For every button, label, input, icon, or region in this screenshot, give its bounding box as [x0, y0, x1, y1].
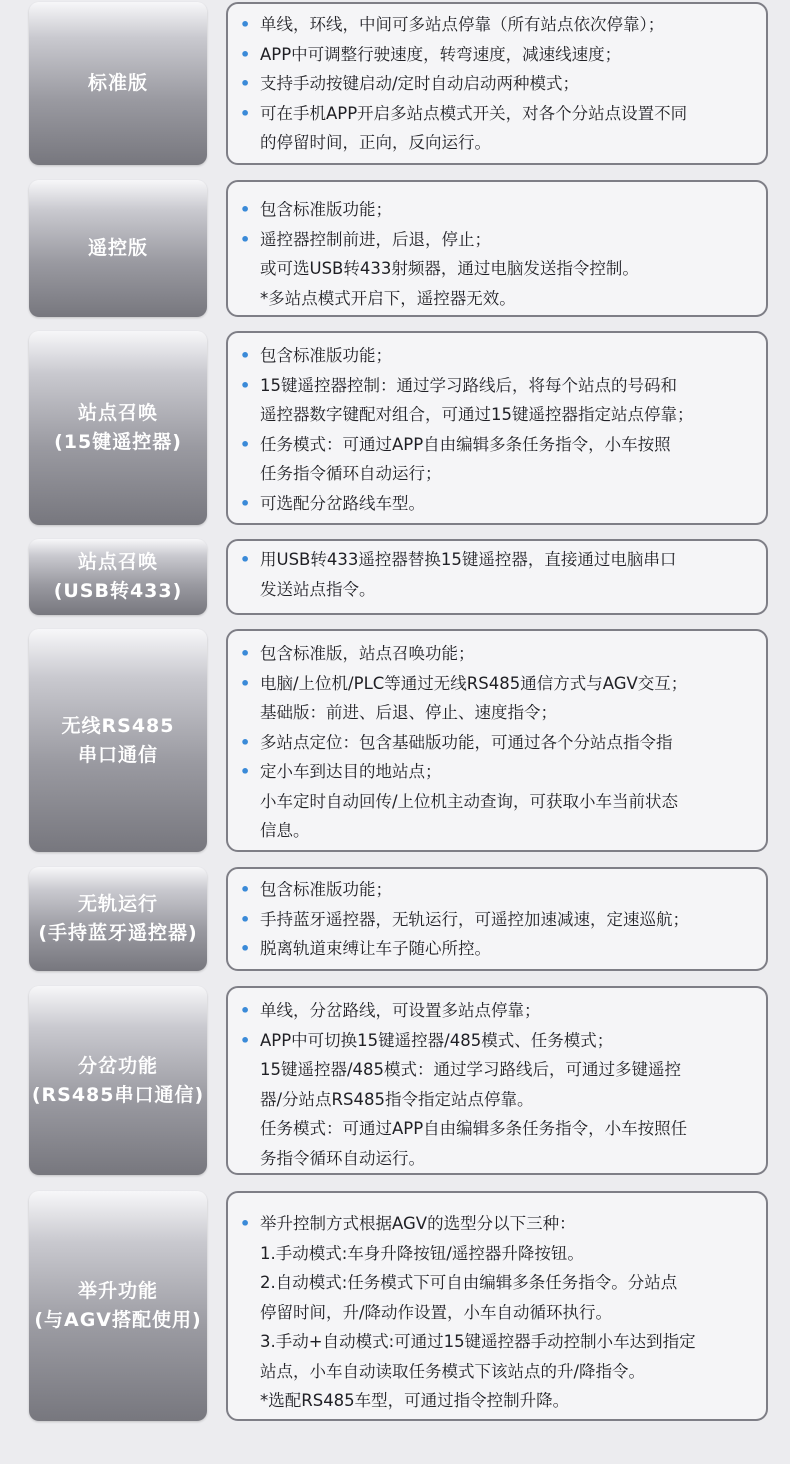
feature-label — [29, 2, 207, 165]
description-text: 停留时间，升/降动作设置，小车自动循环执行。 — [260, 1302, 613, 1322]
description-line — [238, 1085, 758, 1115]
description-text: 脱离轨道束缚让车子随心所控。 — [260, 939, 491, 958]
bullet-dot-icon: • — [240, 939, 251, 958]
feature-label-line: 无线RS485 — [61, 714, 175, 737]
description-line — [238, 875, 758, 905]
feature-description — [226, 2, 768, 165]
bullet-dot-icon: • — [240, 880, 251, 899]
description-text: 手持蓝牙遥控器，无轨运行，可遥控加速减速，定速巡航； — [260, 909, 689, 929]
description-line — [238, 69, 758, 99]
description-line — [238, 400, 758, 430]
description-text: APP中可切换15键遥控器/485模式、任务模式； — [260, 1030, 614, 1050]
description-line — [238, 1298, 758, 1328]
feature-label-line: 串口通信 — [77, 743, 158, 766]
description-text: 任务模式：可通过APP自由编辑多条任务指令，小车按照任 — [260, 1119, 688, 1138]
feature-label — [29, 539, 207, 615]
feature-label-line: 站点召唤 — [77, 551, 158, 573]
description-text: *多站点模式开启下，遥控器无效。 — [260, 288, 516, 308]
description-text: 站点，小车自动读取任务模式下该站点的升/降指令。 — [260, 1361, 646, 1381]
description-line — [238, 728, 758, 758]
feature-label-line: 分岔功能 — [77, 1054, 158, 1077]
description-text: 举升控制方式根据AGV的选型分以下三种： — [260, 1214, 576, 1233]
feature-label — [29, 629, 207, 852]
bullet-dot-icon: • — [240, 200, 251, 219]
bullet-dot-icon: • — [240, 644, 251, 663]
description-text: 器/分站点RS485指令指定站点停靠。 — [260, 1089, 534, 1109]
feature-label — [29, 331, 207, 525]
feature-description — [226, 629, 768, 852]
feature-description — [226, 1191, 768, 1421]
bullet-dot-icon: • — [240, 229, 251, 249]
bullet-dot-icon: • — [240, 1001, 251, 1020]
description-line — [238, 639, 758, 669]
feature-description — [226, 539, 768, 615]
description-text: 小车定时自动回传/上位机主动查询，可获取小车当前状态 — [260, 791, 679, 811]
feature-label-line: (与AGV搭配使用) — [34, 1309, 202, 1331]
feature-label-line: (手持蓝牙遥控器) — [38, 922, 198, 944]
bullet-dot-icon: • — [240, 103, 251, 123]
description-line — [238, 996, 758, 1026]
bullet-dot-icon: • — [240, 732, 251, 752]
bullet-dot-icon: • — [240, 909, 251, 929]
description-line — [238, 195, 758, 225]
description-line — [238, 40, 758, 70]
description-text: *选配RS485车型，可通过指令控制升降。 — [260, 1391, 570, 1410]
description-text: 包含标准版功能； — [260, 200, 392, 219]
description-line — [238, 225, 758, 255]
description-line — [238, 371, 758, 401]
description-line — [238, 1144, 758, 1174]
description-line — [238, 787, 758, 817]
description-text: 包含标准版功能； — [260, 346, 392, 365]
bullet-dot-icon: • — [240, 493, 251, 513]
description-text: 任务指令循环自动运行； — [260, 464, 442, 483]
feature-description — [226, 986, 768, 1175]
description-line — [238, 489, 758, 519]
description-line — [238, 545, 758, 575]
feature-row — [0, 2, 790, 165]
description-line — [238, 254, 758, 284]
description-text: 发送站点指令。 — [260, 579, 376, 599]
bullet-dot-icon: • — [240, 375, 251, 395]
description-text: 信息。 — [260, 821, 310, 840]
feature-label-line: 遥控版 — [87, 237, 148, 259]
description-text: 基础版：前进、后退、停止、速度指令； — [260, 703, 557, 722]
description-line — [238, 341, 758, 371]
feature-label-line: 无轨运行 — [77, 893, 158, 915]
description-line — [238, 1209, 758, 1239]
bullet-dot-icon: • — [240, 346, 251, 365]
feature-label — [29, 867, 207, 971]
description-line — [238, 1268, 758, 1298]
description-line — [238, 1239, 758, 1269]
feature-row — [0, 331, 790, 525]
description-line — [238, 816, 758, 846]
description-line — [238, 430, 758, 460]
description-text: 2.自动模式:任务模式下可自由编辑多条任务指令。分站点 — [260, 1273, 678, 1292]
bullet-dot-icon: • — [240, 74, 251, 93]
description-text: 可选配分岔路线车型。 — [260, 493, 425, 513]
description-text: 定小车到达目的地站点； — [260, 762, 442, 781]
description-text: 可在手机APP开启多站点模式开关，对各个分站点设置不同 — [260, 103, 688, 123]
description-text: 15键遥控器控制：通过学习路线后，将每个站点的号码和 — [260, 375, 677, 395]
description-line — [238, 1055, 758, 1085]
bullet-dot-icon: • — [240, 673, 251, 693]
description-line — [238, 1026, 758, 1056]
description-text: 单线，分岔路线，可设置多站点停靠； — [260, 1001, 541, 1020]
feature-row — [0, 539, 790, 615]
bullet-dot-icon: • — [240, 44, 251, 64]
feature-label — [29, 180, 207, 317]
description-text: 遥控器数字键配对组合，可通过15键遥控器指定站点停靠； — [260, 405, 694, 424]
description-text: 15键遥控器/485模式：通过学习路线后，可通过多键遥控 — [260, 1060, 682, 1079]
description-line — [238, 1327, 758, 1357]
description-line — [238, 698, 758, 728]
bullet-dot-icon: • — [240, 762, 251, 781]
description-line — [238, 1357, 758, 1387]
feature-description — [226, 180, 768, 317]
feature-label-line: 站点召唤 — [77, 402, 158, 424]
description-line — [238, 669, 758, 699]
description-text: 务指令循环自动运行。 — [260, 1148, 425, 1168]
description-line — [238, 575, 758, 605]
description-text: 包含标准版功能； — [260, 880, 392, 899]
description-line — [238, 10, 758, 40]
description-text: 3.手动+自动模式:可通过15键遥控器手动控制小车达到指定 — [260, 1332, 696, 1351]
description-line — [238, 757, 758, 787]
feature-row — [0, 1191, 790, 1421]
description-line — [238, 934, 758, 964]
description-text: 支持手动按键启动/定时自动启动两种模式； — [260, 74, 580, 93]
description-text: 用USB转433遥控器替换15键遥控器，直接通过电脑串口 — [260, 550, 677, 569]
feature-row — [0, 180, 790, 317]
description-line — [238, 99, 758, 129]
feature-row — [0, 867, 790, 971]
description-text: 任务模式：可通过APP自由编辑多条任务指令，小车按照 — [260, 434, 671, 454]
description-text: APP中可调整行驶速度，转弯速度，减速线速度； — [260, 44, 622, 64]
description-text: 多站点定位：包含基础版功能，可通过各个分站点指令指 — [260, 732, 673, 752]
description-line — [238, 1386, 758, 1416]
description-text: 遥控器控制前进，后退，停止； — [260, 229, 491, 249]
description-line — [238, 905, 758, 935]
feature-label-line: 标准版 — [87, 72, 148, 94]
feature-description — [226, 331, 768, 525]
feature-label-line: (RS485串口通信) — [31, 1083, 205, 1106]
description-text: 1.手动模式:车身升降按钮/遥控器升降按钮。 — [260, 1243, 584, 1263]
description-line — [238, 459, 758, 489]
bullet-dot-icon: • — [240, 1214, 251, 1233]
description-text: 电脑/上位机/PLC等通过无线RS485通信方式与AGV交互； — [260, 673, 688, 693]
description-line — [238, 1114, 758, 1144]
description-line — [238, 128, 758, 158]
description-text: 包含标准版，站点召唤功能； — [260, 644, 475, 663]
feature-label — [29, 986, 207, 1175]
bullet-dot-icon: • — [240, 15, 251, 34]
description-text: 的停留时间，正向，反向运行。 — [260, 133, 491, 152]
description-text: 或可选USB转433射频器，通过电脑发送指令控制。 — [260, 259, 639, 278]
feature-label — [29, 1191, 207, 1421]
bullet-dot-icon: • — [240, 434, 251, 454]
bullet-dot-icon: • — [240, 550, 251, 569]
description-line — [238, 284, 758, 314]
feature-label-line: (15键遥控器) — [54, 431, 182, 453]
feature-row — [0, 986, 790, 1175]
feature-label-line: (USB转433) — [53, 580, 183, 602]
feature-description — [226, 867, 768, 971]
feature-label-line: 举升功能 — [77, 1280, 158, 1302]
description-text: 单线，环线，中间可多站点停靠（所有站点依次停靠）； — [260, 15, 665, 34]
feature-row — [0, 629, 790, 852]
bullet-dot-icon: • — [240, 1030, 251, 1050]
